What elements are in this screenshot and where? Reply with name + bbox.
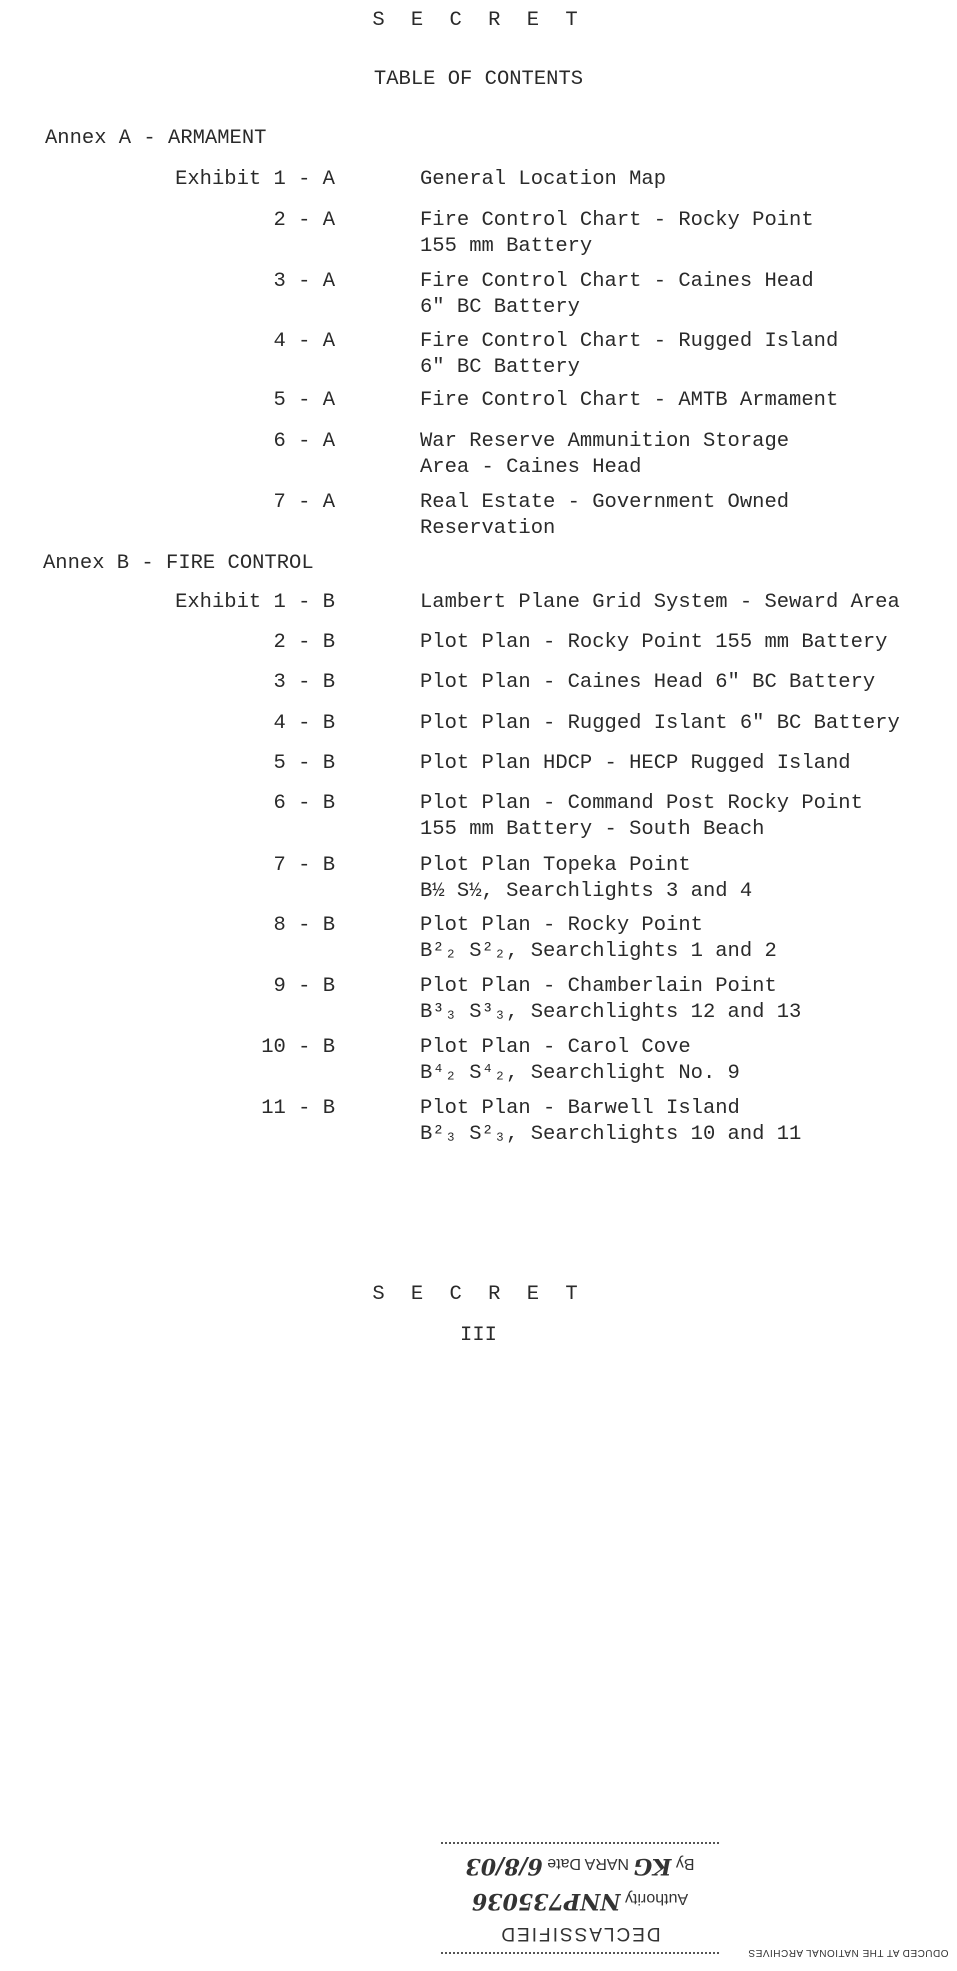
- stamp-authority: [435, 1885, 725, 1914]
- exhibit-description-line: Real Estate - Government Owned: [420, 491, 790, 514]
- exhibit-description-line: Reservation: [420, 517, 556, 540]
- exhibit-description: [420, 1035, 940, 1087]
- stamp-nara-label: NARA Date: [547, 1855, 630, 1872]
- exhibit-number: 6 - B: [273, 792, 335, 815]
- exhibit-description-line: Plot Plan - Caines Head 6" BC Battery: [420, 671, 876, 694]
- exhibit-description-line: B²₃ S²₃, Searchlights 10 and 11: [420, 1123, 802, 1146]
- exhibit-description-line: Plot Plan - Rugged Islant 6" BC Battery: [420, 712, 900, 735]
- stamp-rule: [441, 1952, 719, 1954]
- exhibit-description-line: Area - Caines Head: [420, 456, 642, 479]
- exhibit-description: [420, 388, 940, 414]
- exhibit-description-line: War Reserve Ammunition Storage: [420, 430, 790, 453]
- exhibit-description-line: Fire Control Chart - AMTB Armament: [420, 389, 839, 412]
- exhibit-description-line: Lambert Plane Grid System - Seward Area: [420, 591, 900, 614]
- exhibit-description: [420, 974, 940, 1026]
- exhibit-description: [420, 913, 940, 965]
- exhibit-number: 5 - A: [273, 389, 335, 412]
- exhibit-description: [420, 791, 940, 843]
- archives-note: ODUCED AT THE NATIONAL ARCHIVES: [748, 1947, 949, 1958]
- exhibit-description: [420, 1096, 940, 1148]
- exhibit-description: [420, 751, 940, 777]
- exhibit-number: Exhibit 1 - A: [175, 168, 335, 191]
- exhibit-description: [420, 711, 940, 737]
- annex-a-heading: Annex A - ARMAMENT: [45, 127, 267, 150]
- exhibit-number: 5 - B: [273, 752, 335, 775]
- exhibit-number: 2 - A: [273, 209, 335, 232]
- exhibit-description-line: Plot Plan - Rocky Point: [420, 914, 703, 937]
- exhibit-number: 2 - B: [273, 631, 335, 654]
- stamp-authority-value: NNP735036: [471, 1888, 621, 1914]
- exhibit-description-line: Plot Plan HDCP - HECP Rugged Island: [420, 752, 851, 775]
- stamp-by: [435, 1850, 725, 1879]
- exhibit-number: 3 - B: [273, 671, 335, 694]
- stamp-authority-label: Authority: [624, 1890, 689, 1907]
- header-classification: S E C R E T: [372, 9, 585, 32]
- exhibit-number: 10 - B: [261, 1036, 335, 1059]
- exhibit-description-line: 6" BC Battery: [420, 296, 580, 319]
- exhibit-number: Exhibit 1 - B: [175, 591, 335, 614]
- exhibit-description-line: Fire Control Chart - Caines Head: [420, 270, 814, 293]
- exhibit-description-line: Fire Control Chart - Rugged Island: [420, 330, 839, 353]
- exhibit-description-line: B³₃ S³₃, Searchlights 12 and 13: [420, 1001, 802, 1024]
- exhibit-description: [420, 630, 940, 656]
- exhibit-description: [420, 490, 940, 542]
- exhibit-number: 11 - B: [261, 1097, 335, 1120]
- stamp-date: 6/8/03: [465, 1853, 543, 1879]
- exhibit-description-line: Plot Plan - Command Post Rocky Point: [420, 792, 863, 815]
- exhibit-description-line: Plot Plan Topeka Point: [420, 854, 691, 877]
- exhibit-number: 6 - A: [273, 430, 335, 453]
- footer-classification: S E C R E T: [372, 1283, 585, 1306]
- exhibit-description: [420, 590, 940, 616]
- exhibit-description-line: Fire Control Chart - Rocky Point: [420, 209, 814, 232]
- exhibit-description: [420, 853, 940, 905]
- exhibit-description-line: Plot Plan - Carol Cove: [420, 1036, 691, 1059]
- exhibit-number: 9 - B: [273, 975, 335, 998]
- exhibit-description-line: B²₂ S²₂, Searchlights 1 and 2: [420, 940, 777, 963]
- page-number: III: [460, 1324, 497, 1347]
- exhibit-description: [420, 429, 940, 481]
- exhibit-description-line: 155 mm Battery: [420, 235, 593, 258]
- page-title: TABLE OF CONTENTS: [373, 68, 584, 91]
- exhibit-description-line: Plot Plan - Rocky Point 155 mm Battery: [420, 631, 888, 654]
- exhibit-number: 8 - B: [273, 914, 335, 937]
- exhibit-number: 4 - A: [273, 330, 335, 353]
- stamp-initials: KG: [633, 1853, 672, 1879]
- exhibit-number: 7 - A: [273, 491, 335, 514]
- exhibit-number: 4 - B: [273, 712, 335, 735]
- annex-b-heading: Annex B - FIRE CONTROL: [43, 552, 314, 575]
- exhibit-description-line: Plot Plan - Chamberlain Point: [420, 975, 777, 998]
- exhibit-description-line: 6" BC Battery: [420, 356, 580, 379]
- exhibit-number: 3 - A: [273, 270, 335, 293]
- exhibit-description-line: General Location Map: [420, 168, 667, 191]
- stamp-declassified: DECLASSIFIED: [499, 1923, 661, 1944]
- exhibit-description-line: B½ S½, Searchlights 3 and 4: [420, 880, 753, 903]
- exhibit-description-line: 155 mm Battery - South Beach: [420, 818, 765, 841]
- exhibit-description: [420, 269, 940, 321]
- stamp-rule-bottom: [441, 1842, 719, 1844]
- declassification-stamp: [435, 1822, 725, 1954]
- exhibit-description-line: Plot Plan - Barwell Island: [420, 1097, 740, 1120]
- exhibit-description: [420, 670, 940, 696]
- stamp-by-label: By: [675, 1855, 695, 1872]
- exhibit-description: [420, 167, 940, 193]
- exhibit-description: [420, 208, 940, 260]
- exhibit-description-line: B⁴₂ S⁴₂, Searchlight No. 9: [420, 1062, 740, 1085]
- exhibit-description: [420, 329, 940, 381]
- exhibit-number: 7 - B: [273, 854, 335, 877]
